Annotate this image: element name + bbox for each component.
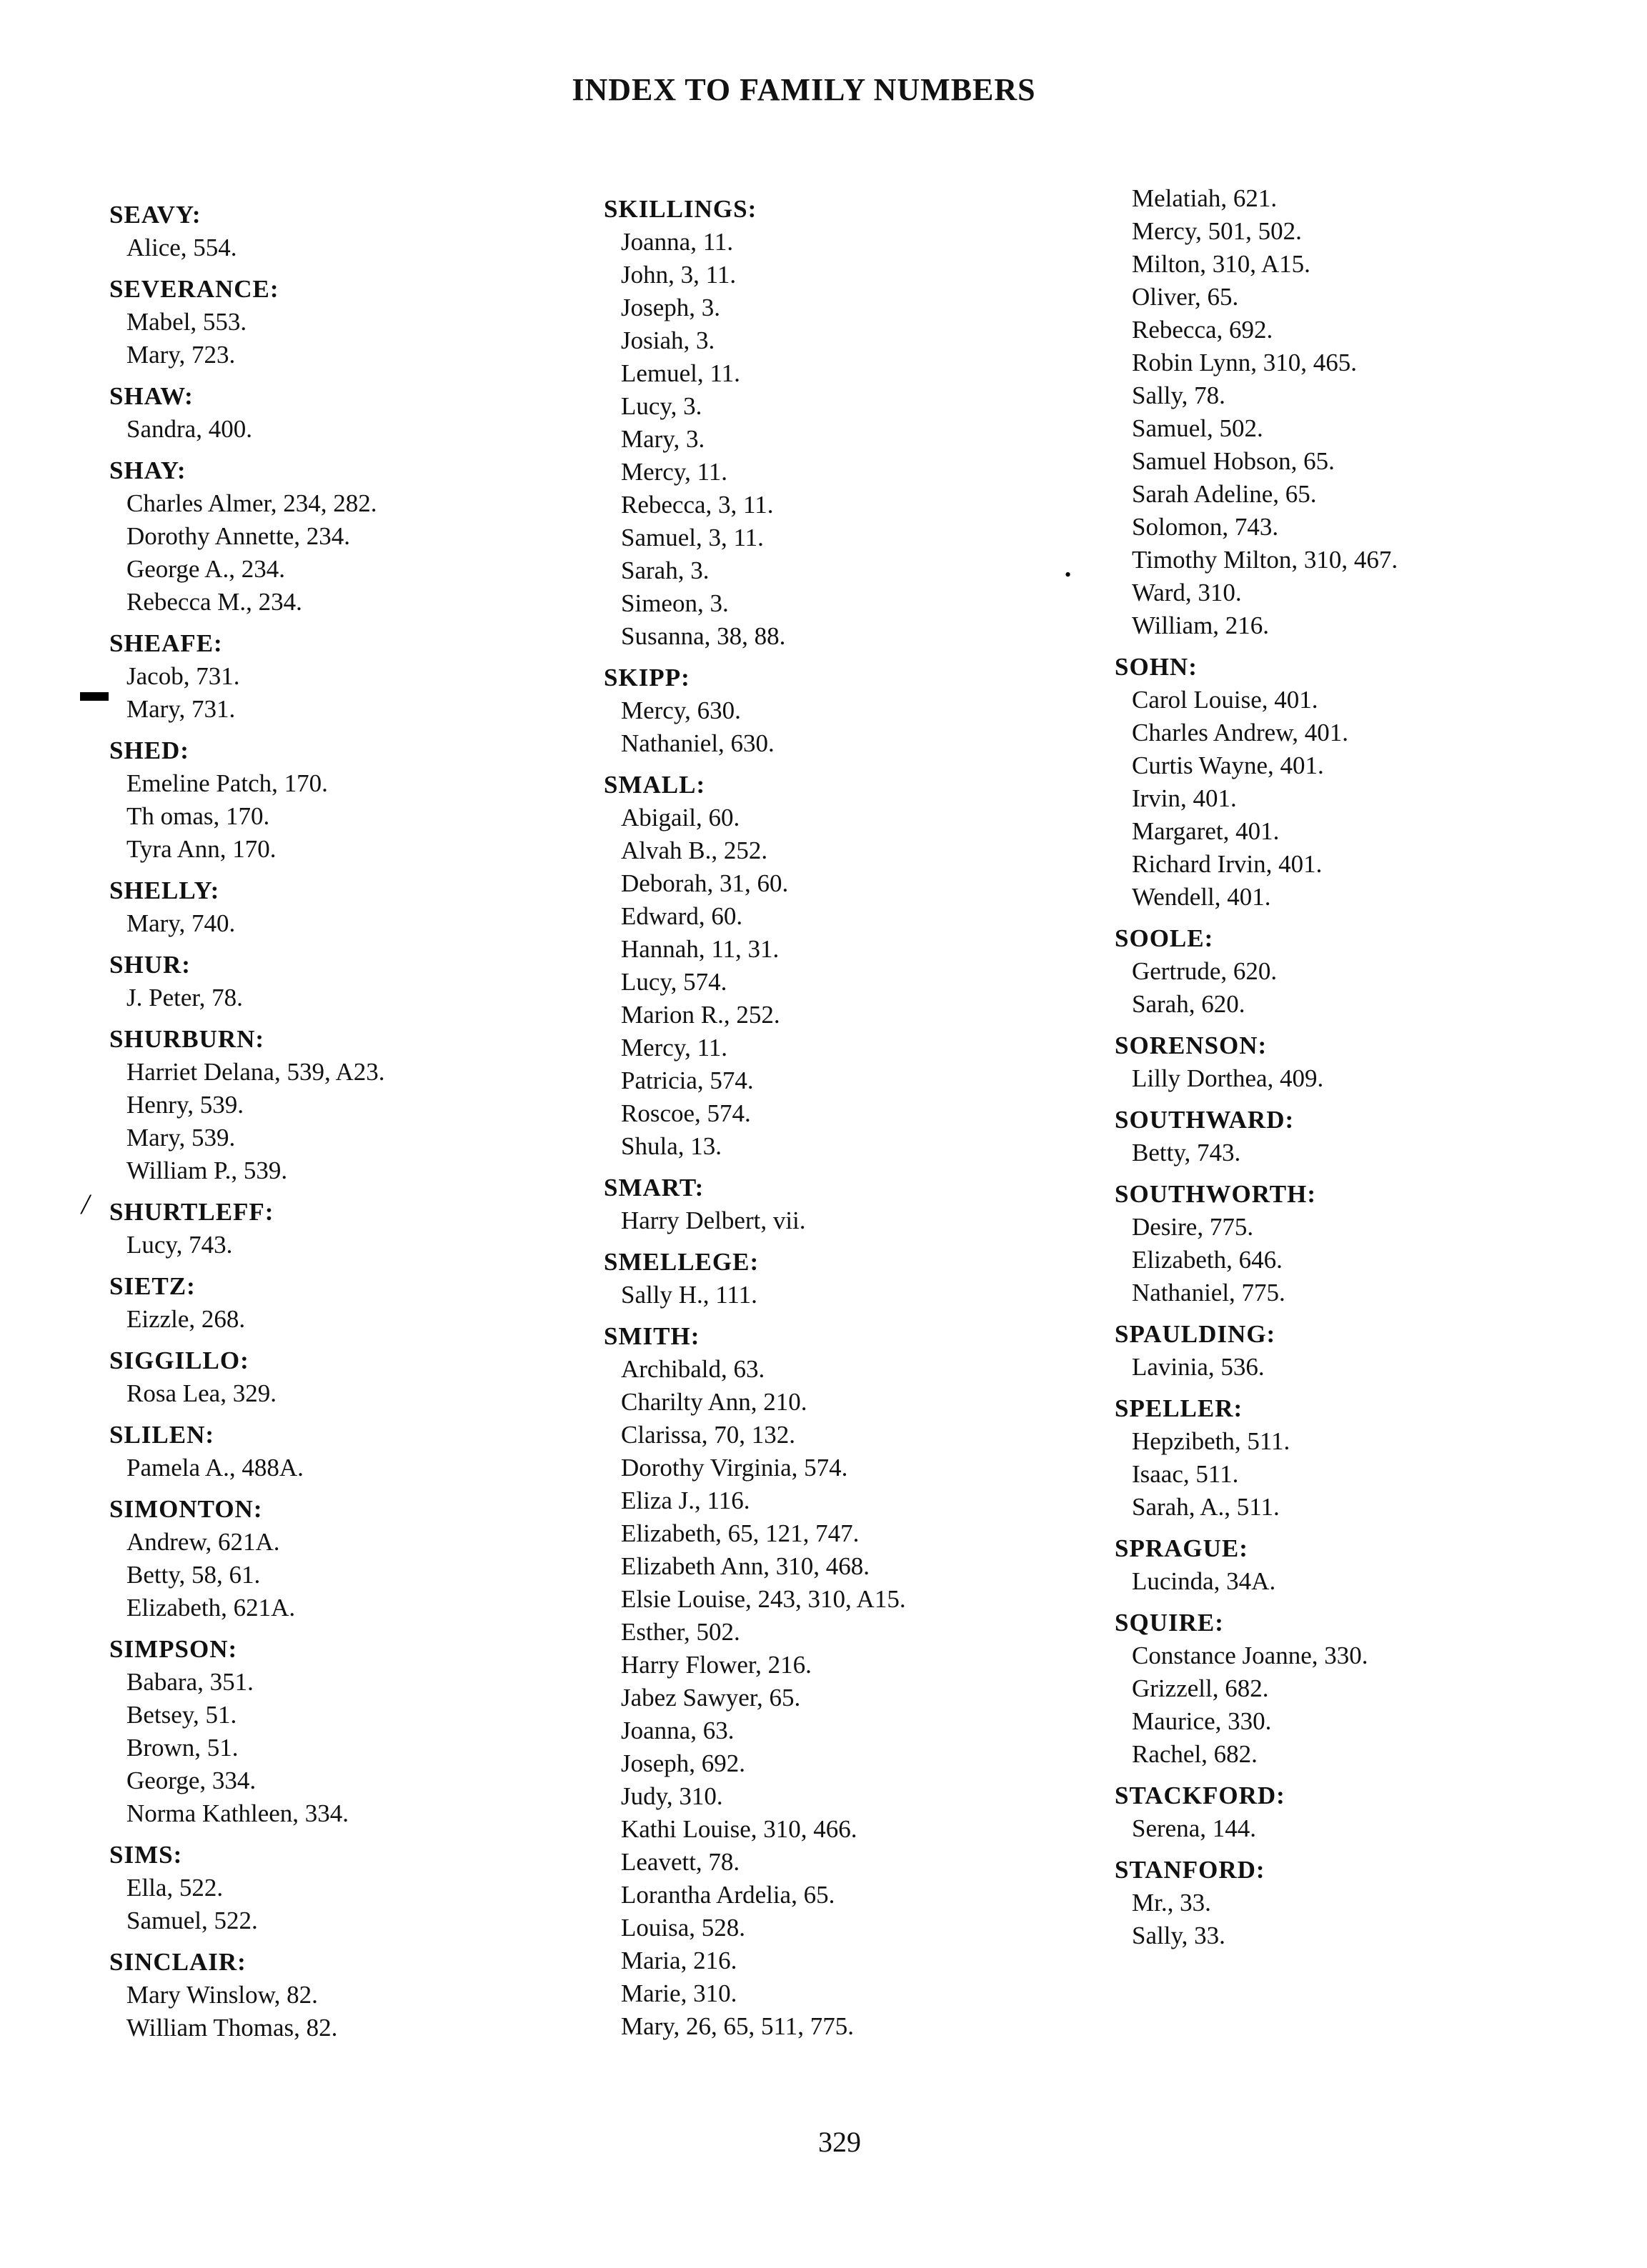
- index-entry: Isaac, 511.: [1132, 1460, 1239, 1488]
- surname-group: [1115, 922, 1615, 1021]
- index-entry: Leavett, 78.: [621, 1848, 740, 1876]
- index-column-3: [1115, 182, 1615, 1961]
- surname-group: [1115, 1532, 1615, 1598]
- index-entry: Lilly Dorthea, 409.: [1132, 1064, 1324, 1092]
- index-entry: Mr., 33.: [1132, 1889, 1211, 1917]
- surname-heading: SIMPSON:: [109, 1635, 238, 1663]
- index-entry: Henry, 539.: [126, 1091, 244, 1119]
- index-entry: Marie, 310.: [621, 1979, 737, 2007]
- surname-group: [1115, 651, 1615, 914]
- index-entry: Roscoe, 574.: [621, 1099, 751, 1127]
- surname-heading: SEAVY:: [109, 201, 201, 229]
- index-entry: Sarah, A., 511.: [1132, 1493, 1280, 1521]
- surname-heading: SIGGILLO:: [109, 1347, 249, 1374]
- surname-heading: STACKFORD:: [1115, 1782, 1285, 1809]
- index-entry: Shula, 13.: [621, 1132, 722, 1160]
- index-entry: Mercy, 11.: [621, 1034, 728, 1061]
- index-entry: Carol Louise, 401.: [1132, 686, 1318, 714]
- index-entry: Pamela A., 488A.: [126, 1454, 304, 1482]
- index-entry: Elizabeth, 621A.: [126, 1594, 296, 1622]
- index-entry: Mary, 723.: [126, 341, 236, 369]
- index-entry: Babara, 351.: [126, 1668, 254, 1696]
- index-entry: Mabel, 553.: [126, 308, 247, 336]
- surname-group: [109, 199, 609, 264]
- surname-group: [109, 1419, 609, 1484]
- surname-group: [109, 1344, 609, 1410]
- surname-group: [604, 1246, 1104, 1312]
- index-entry: Lucy, 743.: [126, 1231, 233, 1259]
- index-entry: Wendell, 401.: [1132, 883, 1271, 911]
- surname-heading: SMITH:: [604, 1322, 700, 1350]
- index-entry: Norma Kathleen, 334.: [126, 1799, 349, 1827]
- margin-dot-mark: •: [1065, 564, 1072, 585]
- index-entry: Lavinia, 536.: [1132, 1353, 1265, 1381]
- index-entry: Jacob, 731.: [126, 662, 240, 690]
- margin-dash-mark: ▬: [80, 675, 109, 707]
- index-entry: Alice, 554.: [126, 234, 237, 261]
- surname-heading: SORENSON:: [1115, 1031, 1268, 1059]
- index-entry: Mercy, 11.: [621, 458, 728, 486]
- index-entry: Grizzell, 682.: [1132, 1674, 1269, 1702]
- surname-heading: SOOLE:: [1115, 924, 1214, 952]
- surname-heading: SHAW:: [109, 382, 194, 410]
- surname-group: [109, 1633, 609, 1830]
- index-entry: Dorothy Virginia, 574.: [621, 1454, 848, 1482]
- index-entry: Sarah, 3.: [621, 556, 710, 584]
- index-entry: Louisa, 528.: [621, 1914, 746, 1942]
- index-entry: Mary Winslow, 82.: [126, 1981, 318, 2009]
- index-entry: Hepzibeth, 511.: [1132, 1427, 1290, 1455]
- index-entry: Abigail, 60.: [621, 804, 740, 831]
- index-entry: Joanna, 11.: [621, 228, 734, 256]
- surname-heading: SHURBURN:: [109, 1025, 265, 1053]
- index-entry: Nathaniel, 630.: [621, 729, 775, 757]
- index-entry: George A., 234.: [126, 555, 285, 583]
- index-entry: Irvin, 401.: [1132, 784, 1237, 812]
- index-entry: Elizabeth Ann, 310, 468.: [621, 1552, 870, 1580]
- surname-group: [109, 627, 609, 726]
- index-entry: Elizabeth, 646.: [1132, 1246, 1283, 1274]
- index-entry: Oliver, 65.: [1132, 283, 1239, 311]
- index-entry: William Thomas, 82.: [126, 2014, 338, 2042]
- surname-group: [1115, 1779, 1615, 1845]
- index-entry: William, 216.: [1132, 611, 1270, 639]
- index-entry: Timothy Milton, 310, 467.: [1132, 546, 1398, 574]
- surname-heading: STANFORD:: [1115, 1856, 1265, 1884]
- index-entry: J. Peter, 78.: [126, 984, 243, 1011]
- index-entry: Mary, 3.: [621, 425, 705, 453]
- index-entry: Maria, 216.: [621, 1947, 737, 1974]
- index-entry: Milton, 310, A15.: [1132, 250, 1310, 278]
- index-entry: Dorothy Annette, 234.: [126, 522, 351, 550]
- index-entry: Eliza J., 116.: [621, 1487, 750, 1514]
- index-entry: Charilty Ann, 210.: [621, 1388, 807, 1416]
- index-entry: Clarissa, 70, 132.: [621, 1421, 796, 1449]
- index-entry: Simeon, 3.: [621, 589, 729, 617]
- surname-group: [1115, 1607, 1615, 1771]
- surname-group: [109, 454, 609, 619]
- surname-heading: SMALL:: [604, 771, 706, 799]
- index-entry: Betty, 58, 61.: [126, 1561, 261, 1589]
- index-entry: Rosa Lea, 329.: [126, 1379, 277, 1407]
- surname-group: [1115, 1104, 1615, 1169]
- surname-group: [604, 769, 1104, 1163]
- surname-group: [1115, 1029, 1615, 1095]
- index-entry: Harriet Delana, 539, A23.: [126, 1058, 385, 1086]
- index-entry: Sarah, 620.: [1132, 990, 1245, 1018]
- index-entry: Joanna, 63.: [621, 1717, 735, 1744]
- index-entry: Ella, 522.: [126, 1874, 224, 1902]
- surname-group: [109, 734, 609, 866]
- index-entry: Harry Delbert, vii.: [621, 1207, 806, 1234]
- surname-group: [1115, 1392, 1615, 1524]
- index-entry: Sarah Adeline, 65.: [1132, 480, 1317, 508]
- surname-heading: SEVERANCE:: [109, 275, 279, 303]
- surname-group: [1115, 1178, 1615, 1309]
- surname-group: [109, 273, 609, 371]
- index-entry: Eizzle, 268.: [126, 1305, 246, 1333]
- index-entry: Curtis Wayne, 401.: [1132, 751, 1324, 779]
- index-entry: Serena, 144.: [1132, 1814, 1256, 1842]
- surname-group: [604, 661, 1104, 760]
- index-entry: George, 334.: [126, 1767, 257, 1794]
- index-entry: Samuel, 522.: [126, 1907, 258, 1934]
- surname-heading: SIETZ:: [109, 1272, 196, 1300]
- index-entry: Josiah, 3.: [621, 326, 715, 354]
- index-entry: Lorantha Ardelia, 65.: [621, 1881, 835, 1909]
- index-entry: Samuel, 502.: [1132, 414, 1263, 442]
- index-entry: Mercy, 630.: [621, 696, 741, 724]
- surname-group: [604, 1172, 1104, 1237]
- index-entry: Lucinda, 34A.: [1132, 1567, 1276, 1595]
- index-entry: Mary, 740.: [126, 909, 236, 937]
- index-entry: Brown, 51.: [126, 1734, 239, 1762]
- surname-heading: SOUTHWARD:: [1115, 1106, 1295, 1134]
- index-entry: Lucy, 3.: [621, 392, 702, 420]
- index-entry: Edward, 60.: [621, 902, 743, 930]
- index-column-1: [109, 199, 609, 2053]
- index-entry: Betty, 743.: [1132, 1139, 1241, 1167]
- index-entry: Joseph, 692.: [621, 1749, 746, 1777]
- surname-group: [604, 193, 1104, 653]
- surname-heading: SMART:: [604, 1174, 705, 1202]
- surname-group: [1115, 182, 1615, 642]
- page-title: INDEX TO FAMILY NUMBERS: [572, 72, 1036, 107]
- page-number: 329: [818, 2126, 861, 2158]
- surname-heading: SHUR:: [109, 951, 191, 979]
- surname-group: [109, 874, 609, 940]
- index-entry: Rebecca, 3, 11.: [621, 491, 774, 519]
- index-entry: Deborah, 31, 60.: [621, 869, 789, 897]
- surname-group: [109, 1270, 609, 1336]
- index-entry: Susanna, 38, 88.: [621, 622, 786, 650]
- index-entry: Sandra, 400.: [126, 415, 252, 443]
- surname-heading: SOHN:: [1115, 653, 1198, 681]
- surname-heading: SHELLY:: [109, 876, 220, 904]
- index-entry: Alvah B., 252.: [621, 836, 768, 864]
- index-entry: Kathi Louise, 310, 466.: [621, 1815, 857, 1843]
- index-entry: Th omas, 170.: [126, 802, 270, 830]
- index-entry: Richard Irvin, 401.: [1132, 850, 1323, 878]
- index-entry: Lemuel, 11.: [621, 359, 740, 387]
- index-entry: Robin Lynn, 310, 465.: [1132, 349, 1358, 376]
- surname-group: [109, 1023, 609, 1187]
- index-column-2: [604, 193, 1104, 2052]
- index-entry: Emeline Patch, 170.: [126, 769, 328, 797]
- surname-heading: SIMONTON:: [109, 1495, 263, 1523]
- index-entry: Patricia, 574.: [621, 1066, 754, 1094]
- index-entry: Rebecca M., 234.: [126, 588, 302, 616]
- surname-heading: SKIPP:: [604, 664, 690, 691]
- index-entry: Hannah, 11, 31.: [621, 935, 780, 963]
- index-entry: Elsie Louise, 243, 310, A15.: [621, 1585, 906, 1613]
- index-entry: Archibald, 63.: [621, 1355, 765, 1383]
- surname-heading: SPAULDING:: [1115, 1320, 1276, 1348]
- index-entry: Mary, 26, 65, 511, 775.: [621, 2012, 854, 2040]
- surname-heading: SINCLAIR:: [109, 1948, 247, 1976]
- index-entry: Mary, 539.: [126, 1124, 236, 1152]
- surname-heading: SHURTLEFF:: [109, 1198, 274, 1226]
- index-entry: Samuel, 3, 11.: [621, 524, 764, 551]
- surname-heading: SLILEN:: [109, 1421, 215, 1449]
- index-entry: Mercy, 501, 502.: [1132, 217, 1302, 245]
- index-entry: Charles Almer, 234, 282.: [126, 489, 377, 517]
- index-entry: Esther, 502.: [621, 1618, 740, 1646]
- index-entry: Sally, 33.: [1132, 1922, 1225, 1949]
- index-entry: Ward, 310.: [1132, 579, 1242, 606]
- surname-heading: SOUTHWORTH:: [1115, 1180, 1317, 1208]
- index-entry: Maurice, 330.: [1132, 1707, 1272, 1735]
- index-entry: Gertrude, 620.: [1132, 957, 1278, 985]
- index-entry: William P., 539.: [126, 1157, 288, 1184]
- index-entry: Sally H., 111.: [621, 1281, 757, 1309]
- index-entry: Nathaniel, 775.: [1132, 1279, 1285, 1307]
- surname-heading: SPRAGUE:: [1115, 1534, 1248, 1562]
- index-entry: Samuel Hobson, 65.: [1132, 447, 1335, 475]
- index-entry: Margaret, 401.: [1132, 817, 1280, 845]
- index-entry: Sally, 78.: [1132, 381, 1225, 409]
- surname-heading: SMELLEGE:: [604, 1248, 760, 1276]
- index-entry: Joseph, 3.: [621, 294, 721, 321]
- surname-heading: SHEAFE:: [109, 629, 223, 657]
- index-entry: Rachel, 682.: [1132, 1740, 1258, 1768]
- index-entry: Harry Flower, 216.: [621, 1651, 812, 1679]
- index-entry: Constance Joanne, 330.: [1132, 1642, 1368, 1669]
- index-entry: Elizabeth, 65, 121, 747.: [621, 1519, 860, 1547]
- index-entry: Tyra Ann, 170.: [126, 835, 277, 863]
- surname-group: [604, 1320, 1104, 2043]
- surname-heading: SQUIRE:: [1115, 1609, 1224, 1637]
- index-entry: Marion R., 252.: [621, 1001, 780, 1029]
- surname-heading: SHED:: [109, 736, 189, 764]
- index-entry: Lucy, 574.: [621, 968, 727, 996]
- index-entry: Jabez Sawyer, 65.: [621, 1684, 801, 1712]
- index-entry: Andrew, 621A.: [126, 1528, 280, 1556]
- surname-group: [109, 1196, 609, 1262]
- surname-group: [109, 1493, 609, 1624]
- surname-group: [1115, 1318, 1615, 1384]
- index-entry: Mary, 731.: [126, 695, 236, 723]
- index-entry: Judy, 310.: [621, 1782, 723, 1810]
- surname-heading: SKILLINGS:: [604, 195, 757, 223]
- surname-heading: SIMS:: [109, 1841, 183, 1869]
- index-entry: John, 3, 11.: [621, 261, 737, 289]
- surname-group: [109, 949, 609, 1014]
- index-entry: Desire, 775.: [1132, 1213, 1254, 1241]
- margin-tick-mark: /: [81, 1188, 90, 1220]
- surname-group: [109, 380, 609, 446]
- index-entry: Solomon, 743.: [1132, 513, 1279, 541]
- index-entry: Rebecca, 692.: [1132, 316, 1273, 344]
- surname-heading: SHAY:: [109, 456, 186, 484]
- index-entry: Melatiah, 621.: [1132, 184, 1278, 212]
- surname-heading: SPELLER:: [1115, 1394, 1243, 1422]
- surname-group: [1115, 1854, 1615, 1952]
- surname-group: [109, 1839, 609, 1937]
- surname-group: [109, 1946, 609, 2044]
- index-entry: Charles Andrew, 401.: [1132, 719, 1348, 746]
- index-entry: Betsey, 51.: [126, 1701, 237, 1729]
